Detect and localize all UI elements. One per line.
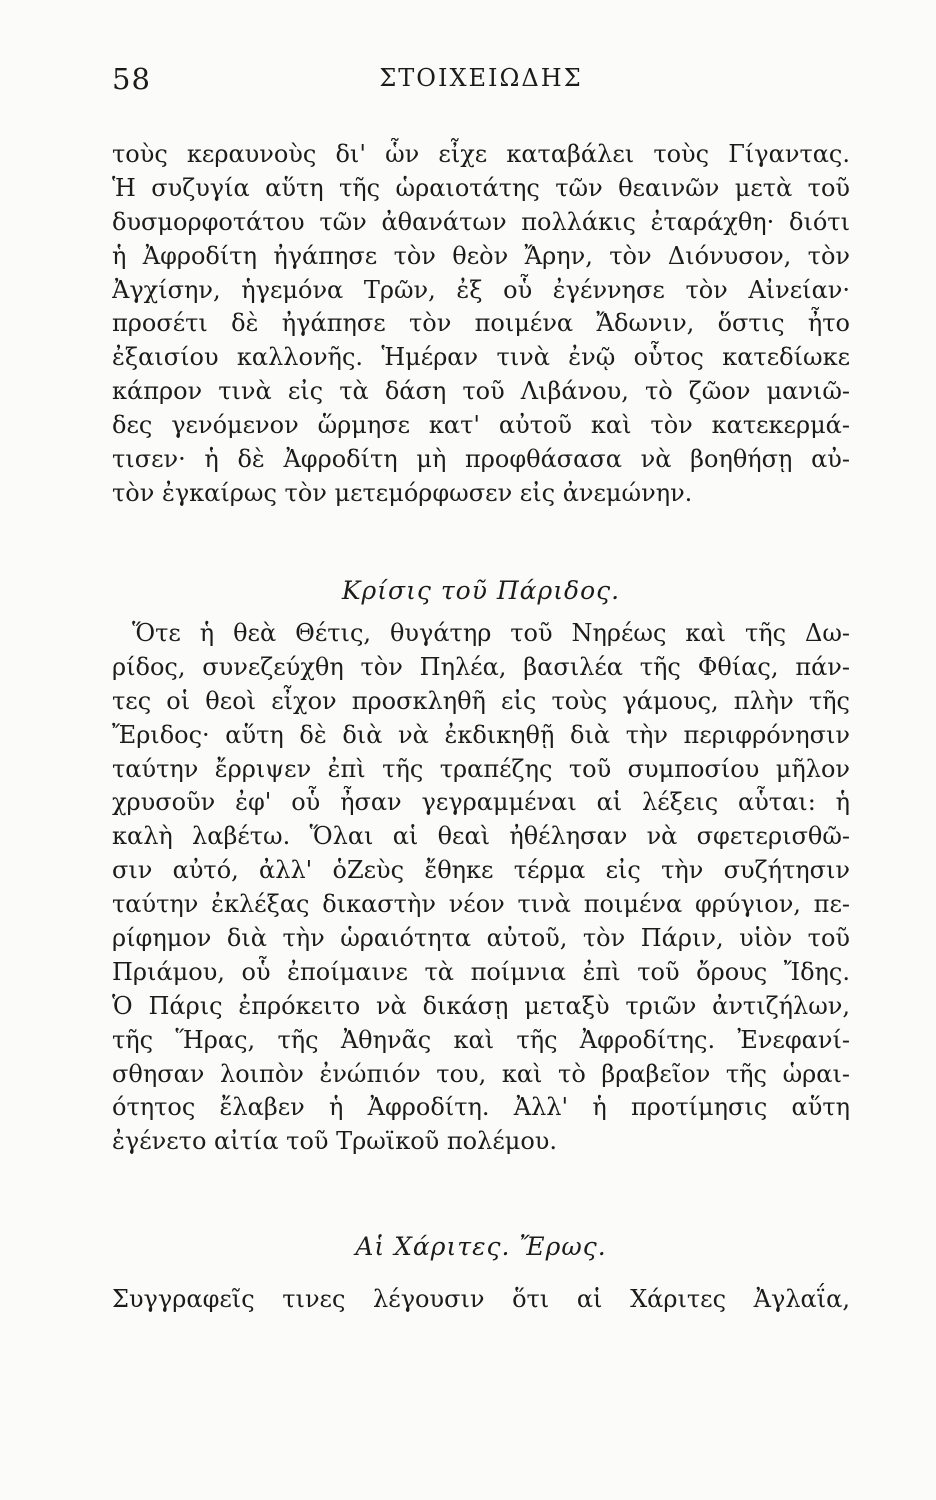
text-line: Πριάμου, οὗ ἐποίμαινε τὰ ποίμνια ἐπὶ τοῦ ὄρους Ἴδης.: [112, 957, 850, 986]
text-line: ότητος ἔλαβεν ἡ Ἀφροδίτη. Ἀλλ' ἡ προτίμησις αὕτη: [112, 1093, 850, 1122]
text-line: σθησαν λοιπὸν ἐνώπιόν του, καὶ τὸ βραβεῖον τῆς ὡραι-: [112, 1059, 850, 1088]
text-line: ἡ Ἀφροδίτη ἠγάπησε τὸν θεὸν Ἄρην, τὸν Διόνυσον, τὸν: [112, 241, 850, 270]
text-line: καλὴ λαβέτω. Ὅλαι αἱ θεαὶ ἠθέλησαν νὰ σφετερισθῶ-: [112, 822, 850, 851]
text-line: δες γενόμενον ὥρμησε κατ' αὐτοῦ καὶ τὸν κατεκερμά-: [112, 411, 850, 440]
running-title: ΣΤΟΙΧΕΙΩΔΗΣ: [379, 64, 583, 92]
section-heading-graces-eros: Αἱ Χάριτες. Ἔρως.: [355, 1232, 607, 1261]
text-line: ἐγένετο αἰτία τοῦ Τρωϊκοῦ πολέμου.: [112, 1127, 558, 1156]
page-number: 58: [112, 62, 151, 96]
paragraph-aphrodite: [112, 138, 850, 511]
text-line: ταύτην ἔρριψεν ἐπὶ τῆς τραπέζης τοῦ συμποσίου μῆλον: [112, 754, 850, 783]
text-line: ταύτην ἐκλέξας δικαστὴν νέον τινὰ ποιμένα φρύγιον, πε-: [112, 890, 850, 919]
text-line: τὸν ἐγκαίρως τὸν μετεμόρφωσεν εἰς ἀνεμώνην.: [112, 478, 693, 507]
text-line: κάπρον τινὰ εἰς τὰ δάση τοῦ Λιβάνου, τὸ ζῶον μανιῶ-: [112, 377, 850, 406]
text-line: Ἔριδος· αὕτη δὲ διὰ νὰ ἐκδικηθῇ διὰ τὴν περιφρόνησιν: [112, 720, 850, 749]
text-line: δυσμορφοτάτου τῶν ἀθανάτων πολλάκις ἐταράχθη· διότι: [112, 207, 850, 236]
paragraph-judgment-of-paris: [112, 617, 850, 1159]
text-line: τοὺς κεραυνοὺς δι' ὧν εἶχε καταβάλει τοὺς Γίγαντας.: [112, 140, 850, 168]
text-line: χρυσοῦν ἐφ' οὗ ἦσαν γεγραμμέναι αἱ λέξεις αὗται: ἡ: [112, 788, 850, 817]
section-heading-judgment-of-paris: Κρίσις τοῦ Πάριδος.: [341, 576, 621, 605]
text-line: Συγγραφεῖς τινες λέγουσιν ὅτι αἱ Χάριτες Ἀγλαΐα,: [112, 1285, 850, 1313]
text-line: Ἀγχίσην, ἡγεμόνα Τρῶν, ἐξ οὗ ἐγέννησε τὸν Αἰνείαν·: [112, 275, 850, 304]
text-line: Ἡ συζυγία αὕτη τῆς ὡραιοτάτης τῶν θεαινῶν μετὰ τοῦ: [112, 173, 850, 202]
text-line: Ὁ Πάρις ἐπρόκειτο νὰ δικάσῃ μεταξὺ τριῶν ἀντιζήλων,: [112, 991, 850, 1020]
paragraph-graces: [112, 1283, 850, 1317]
text-line: ρίφημον διὰ τὴν ὡραιότητα αὐτοῦ, τὸν Πάριν, υἱὸν τοῦ: [112, 924, 850, 953]
text-line: ἐξαισίου καλλονῆς. Ἡμέραν τινὰ ἐνῷ οὗτος κατεδίωκε: [112, 343, 850, 372]
text-line: Ὅτε ἡ θεὰ Θέτις, θυγάτηρ τοῦ Νηρέως καὶ τῆς Δω-: [132, 619, 850, 647]
text-line: σιν αὐτό, ἀλλ' ὁΖεὺς ἔθηκε τέρμα εἰς τὴν συζήτησιν: [112, 856, 850, 885]
text-line: προσέτι δὲ ἠγάπησε τὸν ποιμένα Ἄδωνιν, ὅστις ἦτο: [112, 309, 850, 338]
running-head: [112, 62, 850, 102]
text-line: τῆς Ἥρας, τῆς Ἀθηνᾶς καὶ τῆς Ἀφροδίτης. Ἐνεφανί-: [112, 1025, 850, 1054]
text-line: τες οἱ θεοὶ εἶχον προσκληθῆ εἰς τοὺς γάμους, πλὴν τῆς: [112, 686, 850, 715]
text-line: τισεν· ἡ δὲ Ἀφροδίτη μὴ προφθάσασα νὰ βοηθήσῃ αὐ-: [112, 445, 850, 474]
text-line: ρίδος, συνεζεύχθη τὸν Πηλέα, βασιλέα τῆς Φθίας, πάν-: [112, 652, 850, 681]
